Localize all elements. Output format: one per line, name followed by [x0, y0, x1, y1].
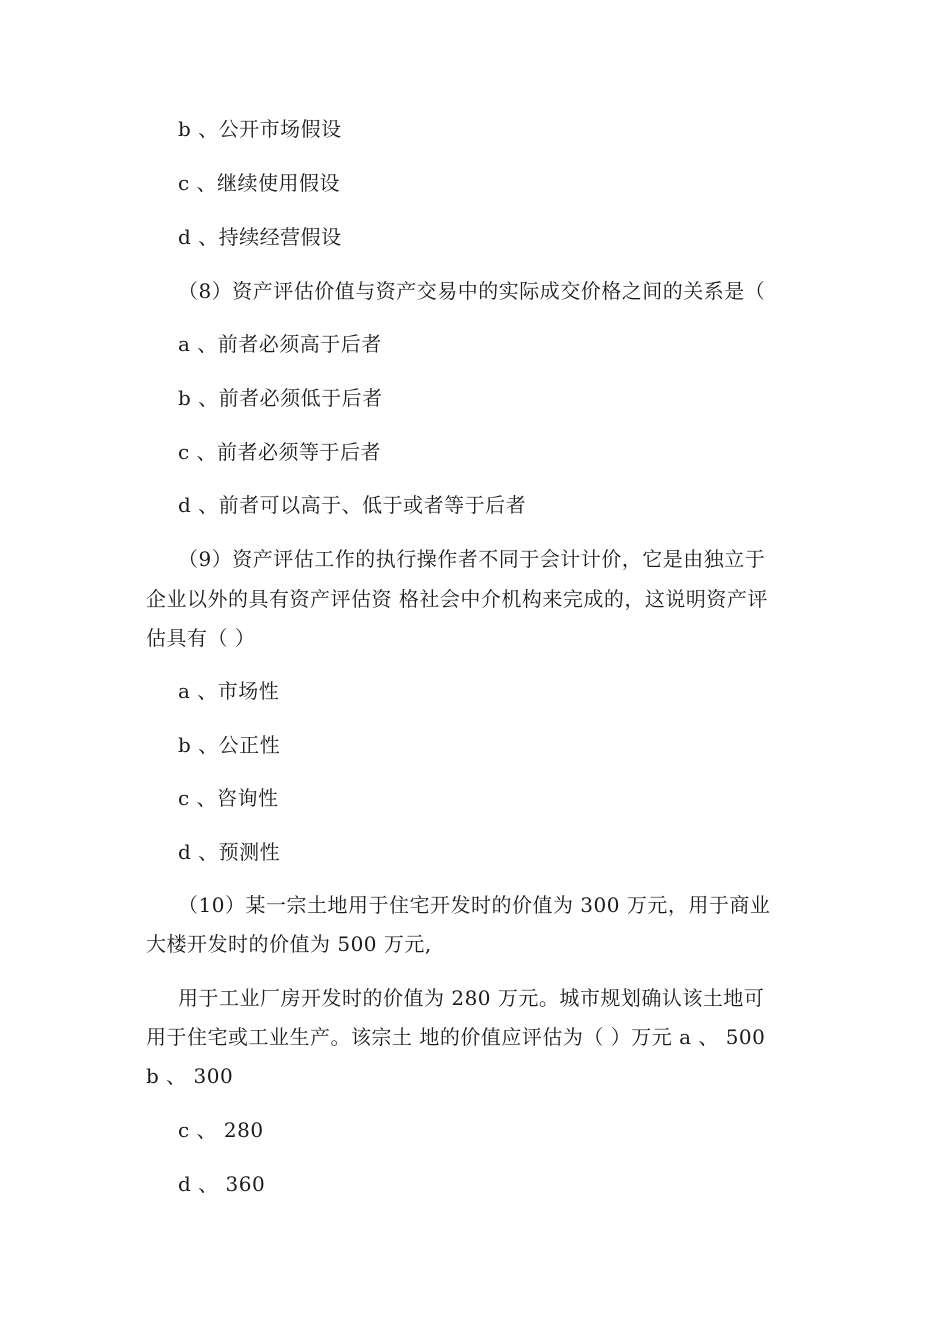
question-9-line-2: 企业以外的具有资产评估资 格社会中介机构来完成的，这说明资产评	[146, 587, 768, 611]
question-9-line-3: 估具有（ ）	[146, 626, 256, 650]
question-10-line-3: 用于工业厂房开发时的价值为 280 万元。城市规划确认该土地可	[178, 986, 765, 1010]
q9-option-a: a 、市场性	[178, 679, 280, 703]
q8-option-a: a 、前者必须高于后者	[178, 332, 382, 356]
q10-option-c: c 、 280	[178, 1118, 264, 1142]
option-b-open-market: b 、公开市场假设	[178, 117, 342, 141]
q8-option-d: d 、前者可以高于、低于或者等于后者	[178, 493, 527, 517]
option-d-going-concern: d 、持续经营假设	[178, 225, 342, 249]
q9-option-d: d 、预测性	[178, 840, 281, 864]
question-9-line-1: （9）资产评估工作的执行操作者不同于会计计价，它是由独立于	[178, 547, 766, 571]
q10-option-d: d 、 360	[178, 1172, 266, 1196]
q8-option-b: b 、前者必须低于后者	[178, 386, 383, 410]
option-c-continued-use: c 、继续使用假设	[178, 171, 341, 195]
question-10-line-4: 用于住宅或工业生产。该宗土 地的价值应评估为（ ）万元 a 、 500	[146, 1025, 766, 1049]
question-8: （8）资产评估价值与资产交易中的实际成交价格之间的关系是（	[178, 279, 766, 303]
q9-option-b: b 、公正性	[178, 733, 281, 757]
q8-option-c: c 、前者必须等于后者	[178, 440, 382, 464]
question-10-line-1: （10）某一宗土地用于住宅开发时的价值为 300 万元，用于商业	[178, 893, 771, 917]
q10-option-b: b 、 300	[146, 1064, 234, 1088]
q9-option-c: c 、咨询性	[178, 786, 279, 810]
question-10-line-2: 大楼开发时的价值为 500 万元,	[146, 932, 432, 956]
